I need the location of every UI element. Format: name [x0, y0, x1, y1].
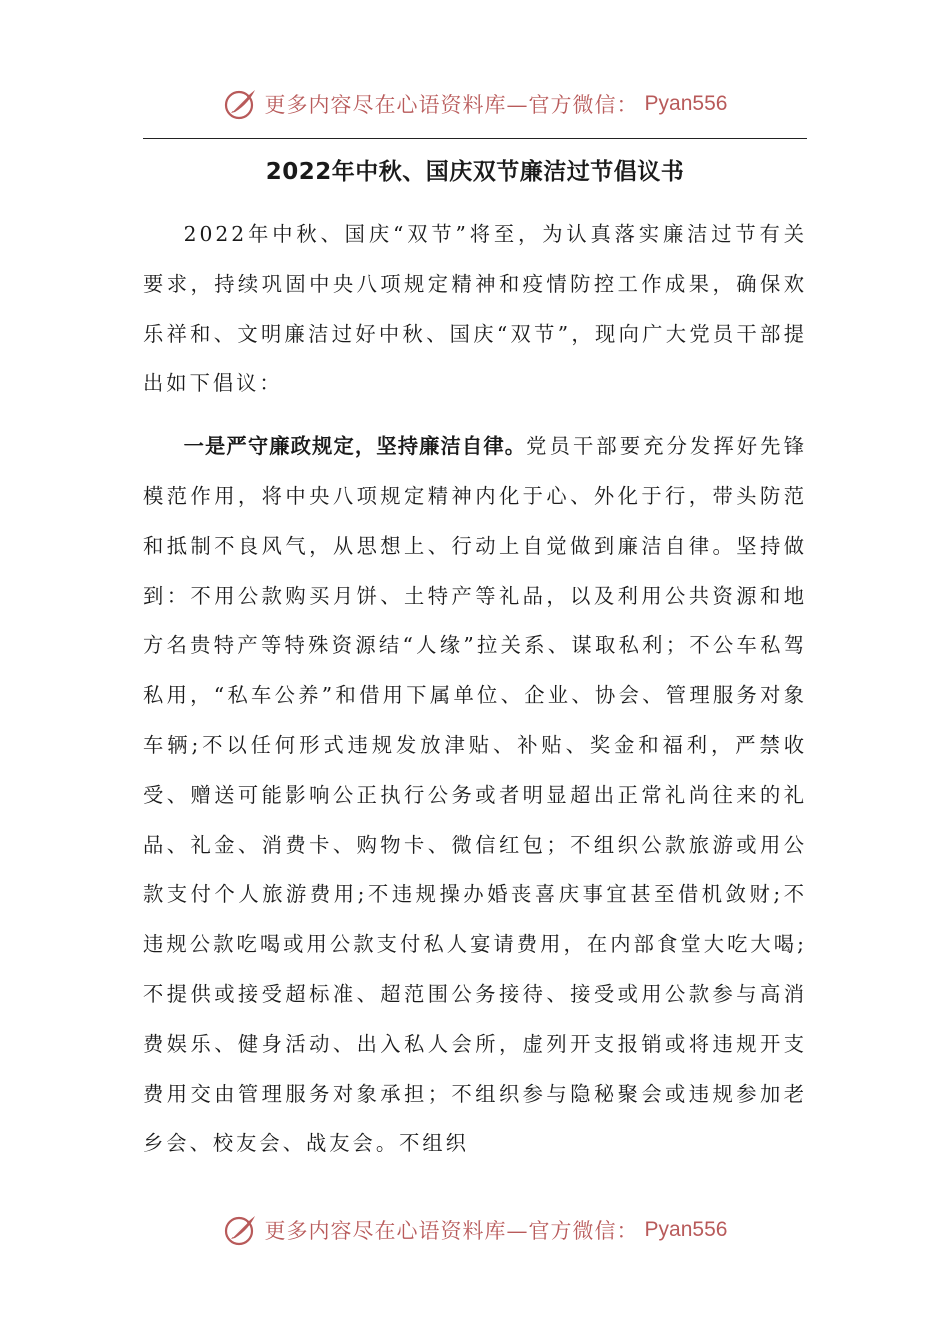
banner-text: 更多内容尽在心语资料库—官方微信： — [264, 1219, 639, 1243]
banner-wechat-id: Pyan556 — [644, 1218, 728, 1241]
banner-wechat-id: Pyan556 — [644, 92, 728, 115]
quill-logo-icon — [223, 1212, 259, 1248]
banner-text: 更多内容尽在心语资料库—官方微信： — [264, 93, 639, 117]
document-body — [143, 210, 807, 1169]
section-1-paragraph — [143, 422, 807, 1169]
section-1-lead: 一是严守廉政规定，坚持廉洁自律。 — [183, 434, 527, 459]
header-banner — [0, 82, 950, 126]
footer-banner — [0, 1208, 950, 1252]
intro-paragraph: 2022年中秋、国庆“双节”将至，为认真落实廉洁过节有关要求，持续巩固中央八项规定精神和疫情防控工作成果，确保欢乐祥和、文明廉洁过好中秋、国庆“双节”，现向广大党员干部提出如下倡议： — [143, 222, 807, 396]
section-1-body: 党员干部要充分发挥好先锋模范作用，将中央八项规定精神内化于心、外化于行，带头防范和抵制不良风气，从思想上、行动上自觉做到廉洁自律。坚持做到：不用公款购买月饼、土特产等礼品，以及利用公共资源和地方名贵特产等特殊资源结“人缘”拉关系、谋取私利；不公车私驾私用，“私车公养”和借用下属单位、企业、协会、管理服务对象车辆;不以任何形式违规发放津贴、补贴、奖金和福利，严禁收受、赠送可能影响公正执行公务或者明显超出正常礼尚往来的礼品、礼金、消费卡、购物卡、微信红包；不组织公款旅游或用公款支付个人旅游费用;不违规操办婚丧喜庆事宜甚至借机敛财;不违规公款吃喝或用公款支付私人宴请费用，在内部食堂大吃大喝;不提供或接受超标准、超范围公务接待、接受或用公款参与高消费娱乐、健身活动、出入私人会所，虚列开支报销或将违规开支费用交由管理服务对象承担；不组织参与隐秘聚会或违规参加老乡会、校友会、战友会。不组织 — [143, 434, 807, 1156]
quill-logo-icon — [223, 86, 259, 122]
header-divider — [143, 138, 807, 139]
document-title: 2022年中秋、国庆双节廉洁过节倡议书 — [265, 159, 685, 185]
